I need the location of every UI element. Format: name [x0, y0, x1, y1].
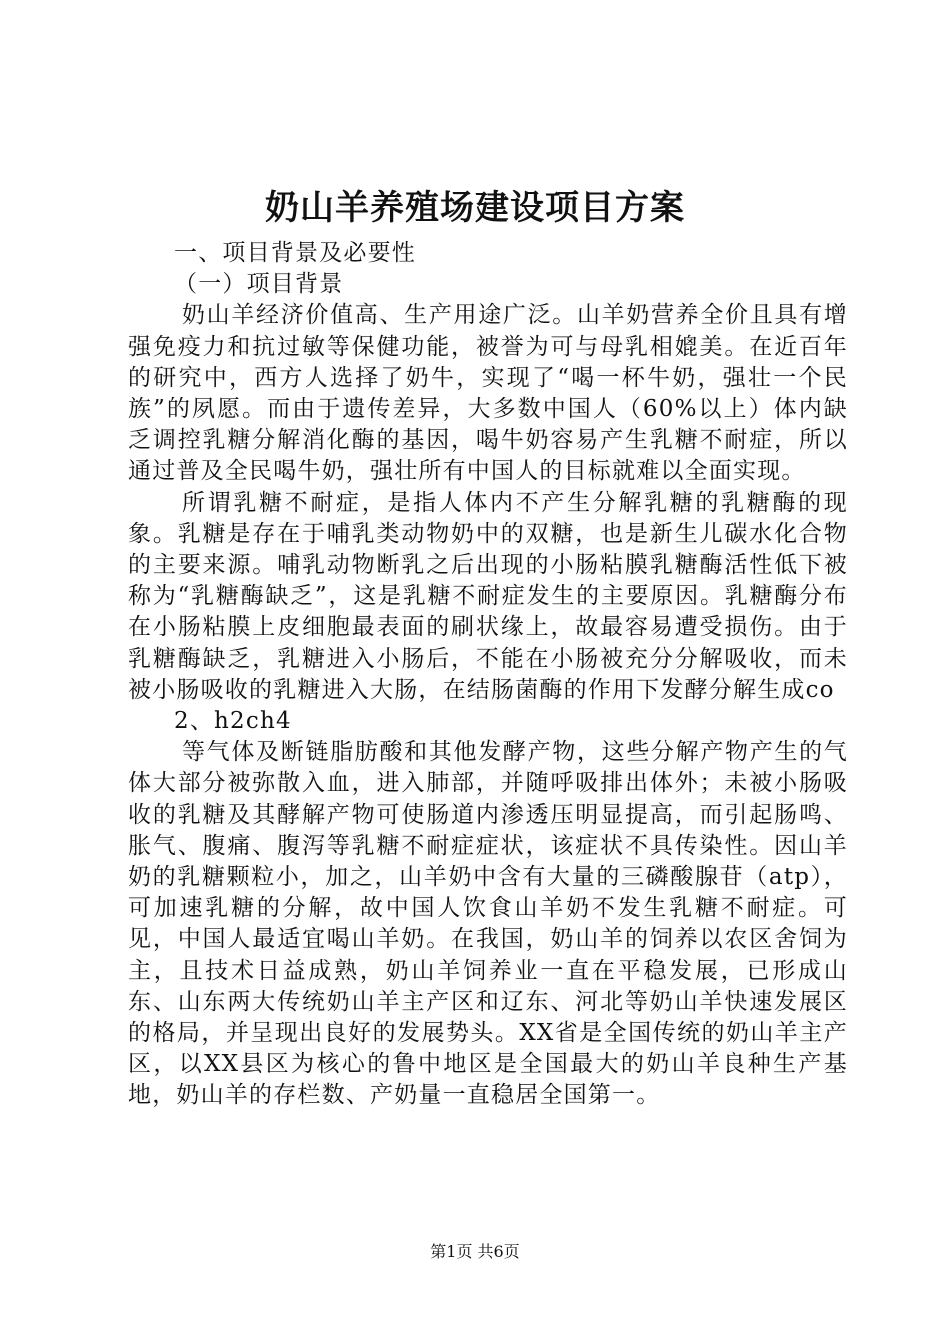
page-indicator: 第1页 共6页: [430, 1242, 520, 1261]
paragraph: 奶山羊经济价值高、生产用途广泛。山羊奶营养全价且具有增强免疫力和抗过敏等保健功能，被誉为可与母乳相媲美。在近百年的研究中，西方人选择了奶牛，实现了“喝一杯牛奶，强壮一个民族”的夙愿。而由于遗传差异，大多数中国人（60%以上）体内缺乏调控乳糖分解消化酶的基因，喝牛奶容易产生乳糖不耐症，所以通过普及全民喝牛奶，强壮所有中国人的目标就难以全面实现。: [128, 302, 848, 485]
paragraph: 所谓乳糖不耐症，是指人体内不产生分解乳糖的乳糖酶的现象。乳糖是存在于哺乳类动物奶中的双糖，也是新生儿碳水化合物的主要来源。哺乳动物断乳之后出现的小肠粘膜乳糖酶活性低下被称为“乳糖酶缺乏”，这是乳糖不耐症发生的主要原因。乳糖酶分布在小肠粘膜上皮细胞最表面的刷状缘上，故最容易遭受损伤。由于乳糖酶缺乏，乳糖进入小肠后，不能在小肠被充分分解吸收，而未被小肠吸收的乳糖进入大肠，在结肠菌酶的作用下发酵分解生成co: [128, 489, 848, 703]
document-title: 奶山羊养殖场建设项目方案: [265, 188, 685, 228]
subsection-heading: （一）项目背景: [174, 271, 344, 298]
numbered-line: 2、h2ch4: [174, 708, 292, 735]
document-body: [128, 238, 848, 1112]
section-heading: 一、项目背景及必要性: [174, 240, 416, 266]
paragraph: 等气体及断链脂肪酸和其他发酵产物，这些分解产物产生的气体大部分被弥散入血，进入肺部，并随呼吸排出体外；未被小肠吸收的乳糖及其酵解产物可使肠道内渗透压明显提高，而引起肠鸣、胀气、腹痛、腹泻等乳糖不耐症症状，该症状不具传染性。因山羊奶的乳糖颗粒小，加之，山羊奶中含有大量的三磷酸腺苷（atp），可加速乳糖的分解，故中国人饮食山羊奶不发生乳糖不耐症。可见，中国人最适宜喝山羊奶。在我国，奶山羊的饲养以农区舍饲为主，且技术日益成熟，奶山羊饲养业一直在平稳发展，已形成山东、山东两大传统奶山羊主产区和辽东、河北等奶山羊快速发展区的格局，并呈现出良好的发展势头。XX省是全国传统的奶山羊主产区，以XX县区为核心的鲁中地区是全国最大的奶山羊良种生产基地，奶山羊的存栏数、产奶量一直稳居全国第一。: [128, 739, 848, 1109]
